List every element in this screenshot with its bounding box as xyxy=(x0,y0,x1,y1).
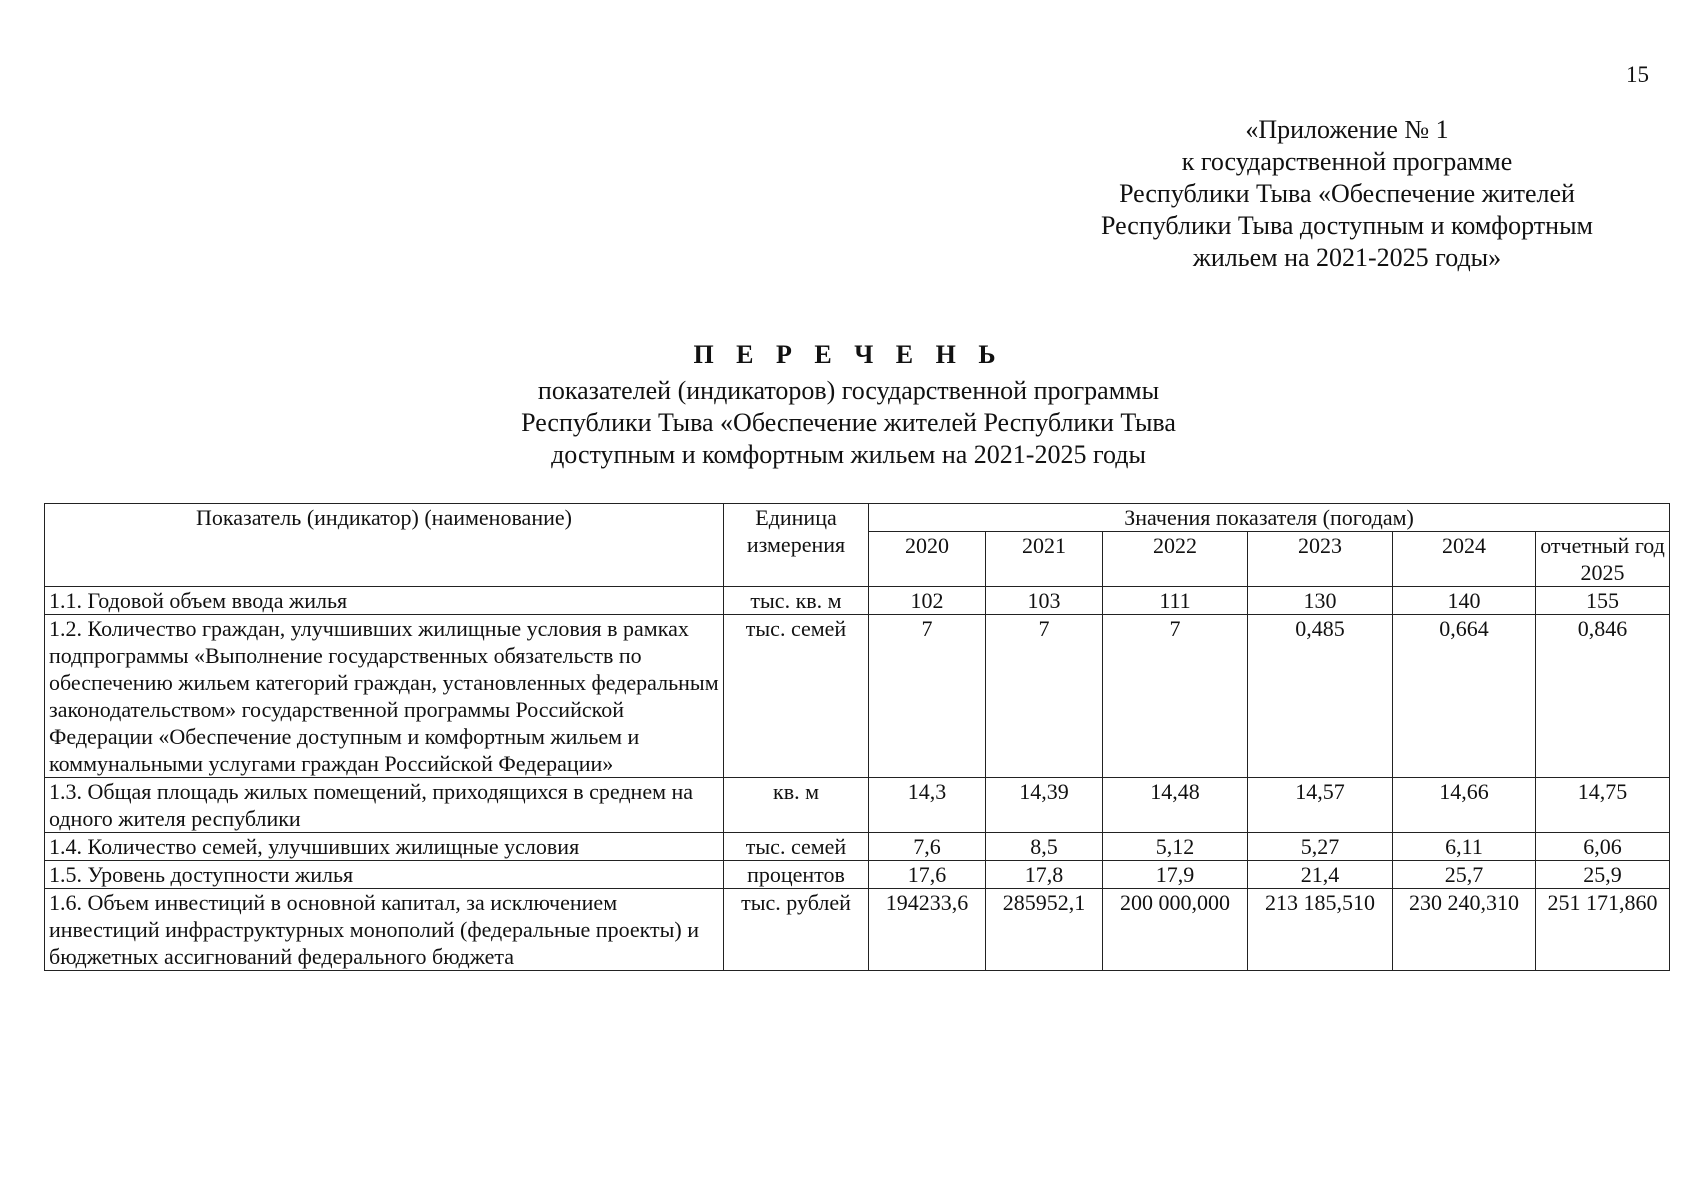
header-year: 2022 xyxy=(1103,532,1248,587)
indicator-value: 14,66 xyxy=(1393,778,1536,833)
table-row xyxy=(45,833,1670,861)
header-year: 2020 xyxy=(869,532,986,587)
indicator-unit: кв. м xyxy=(724,778,869,833)
indicator-value: 213 185,510 xyxy=(1248,889,1393,971)
indicator-value: 7 xyxy=(986,615,1103,778)
header-year: 2021 xyxy=(986,532,1103,587)
table-row xyxy=(45,861,1670,889)
header-year: 2023 xyxy=(1248,532,1393,587)
indicator-value: 7 xyxy=(869,615,986,778)
indicator-unit: тыс. рублей xyxy=(724,889,869,971)
subtitle-line: показателей (индикаторов) государственной программы xyxy=(537,376,1160,405)
indicator-name: 1.5. Уровень доступности жилья xyxy=(45,861,724,889)
indicator-value: 130 xyxy=(1248,587,1393,615)
indicator-value: 251 171,860 xyxy=(1536,889,1670,971)
header-values-group: Значения показателя (погодам) xyxy=(869,504,1670,532)
indicator-value: 14,39 xyxy=(986,778,1103,833)
header-row xyxy=(45,504,1670,532)
indicator-value: 0,664 xyxy=(1393,615,1536,778)
indicator-value: 103 xyxy=(986,587,1103,615)
indicator-name: 1.3. Общая площадь жилых помещений, приходящихся в среднем на одного жителя республики xyxy=(45,778,724,833)
indicator-unit: тыс. семей xyxy=(724,615,869,778)
document-title: П Е Р Е Ч Е Н Ь xyxy=(693,340,1004,369)
indicator-value: 0,485 xyxy=(1248,615,1393,778)
indicator-value: 25,9 xyxy=(1536,861,1670,889)
indicator-unit: тыс. кв. м xyxy=(724,587,869,615)
indicator-unit: процентов xyxy=(724,861,869,889)
indicator-value: 21,4 xyxy=(1248,861,1393,889)
appendix-line: жильем на 2021-2025 годы» xyxy=(1192,243,1502,272)
indicator-value: 6,06 xyxy=(1536,833,1670,861)
indicator-value: 25,7 xyxy=(1393,861,1536,889)
indicator-value: 140 xyxy=(1393,587,1536,615)
header-unit: Единица измерения xyxy=(724,504,869,587)
indicator-name: 1.1. Годовой объем ввода жилья xyxy=(45,587,724,615)
indicator-value: 111 xyxy=(1103,587,1248,615)
indicator-value: 7,6 xyxy=(869,833,986,861)
indicator-value: 102 xyxy=(869,587,986,615)
table-row xyxy=(45,889,1670,971)
indicator-value: 6,11 xyxy=(1393,833,1536,861)
table-row xyxy=(45,778,1670,833)
indicator-value: 14,3 xyxy=(869,778,986,833)
indicator-value: 17,6 xyxy=(869,861,986,889)
header-year: 2024 xyxy=(1393,532,1536,587)
indicator-name: 1.4. Количество семей, улучшивших жилищные условия xyxy=(45,833,724,861)
indicator-value: 155 xyxy=(1536,587,1670,615)
document-subtitle xyxy=(0,375,1697,471)
indicator-value: 14,57 xyxy=(1248,778,1393,833)
indicator-value: 200 000,000 xyxy=(1103,889,1248,971)
indicator-value: 17,8 xyxy=(986,861,1103,889)
page-number: 15 xyxy=(1626,62,1649,87)
indicator-value: 5,27 xyxy=(1248,833,1393,861)
indicator-value: 0,846 xyxy=(1536,615,1670,778)
indicator-value: 17,9 xyxy=(1103,861,1248,889)
appendix-line: к государственной программе xyxy=(1181,147,1513,176)
indicator-name: 1.2. Количество граждан, улучшивших жилищные условия в рамках подпрограммы «Выполнение государственных обязательств по обеспечению жильем категорий граждан, установленных федеральным законодательством» государственной программы Российской Федерации «Обеспечение доступным и комфортным жильем и коммунальными услугами граждан Российской Федерации» xyxy=(45,615,724,778)
table-row xyxy=(45,615,1670,778)
appendix-line: Республики Тыва «Обеспечение жителей xyxy=(1119,179,1575,208)
subtitle-line: доступным и комфортным жильем на 2021-2025 годы xyxy=(551,440,1146,469)
indicator-value: 8,5 xyxy=(986,833,1103,861)
table-row xyxy=(45,587,1670,615)
subtitle-line: Республики Тыва «Обеспечение жителей Республики Тыва xyxy=(521,408,1176,437)
indicators-table xyxy=(44,503,1670,971)
indicator-value: 5,12 xyxy=(1103,833,1248,861)
indicator-name: 1.6. Объем инвестиций в основной капитал, за исключением инвестиций инфраструктурных монополий (федеральные проекты) и бюджетных ассигнований федерального бюджета xyxy=(45,889,724,971)
indicator-value: 194233,6 xyxy=(869,889,986,971)
header-indicator: Показатель (индикатор) (наименование) xyxy=(45,504,724,587)
indicator-value: 285952,1 xyxy=(986,889,1103,971)
indicator-value: 14,75 xyxy=(1536,778,1670,833)
indicator-value: 230 240,310 xyxy=(1393,889,1536,971)
indicator-value: 14,48 xyxy=(1103,778,1248,833)
indicator-unit: тыс. семей xyxy=(724,833,869,861)
header-year: отчетный год 2025 xyxy=(1536,532,1670,587)
appendix-line: «Приложение № 1 xyxy=(1245,115,1449,144)
appendix-line: Республики Тыва доступным и комфортным xyxy=(1100,211,1594,240)
appendix-caption xyxy=(1047,114,1647,274)
indicator-value: 7 xyxy=(1103,615,1248,778)
